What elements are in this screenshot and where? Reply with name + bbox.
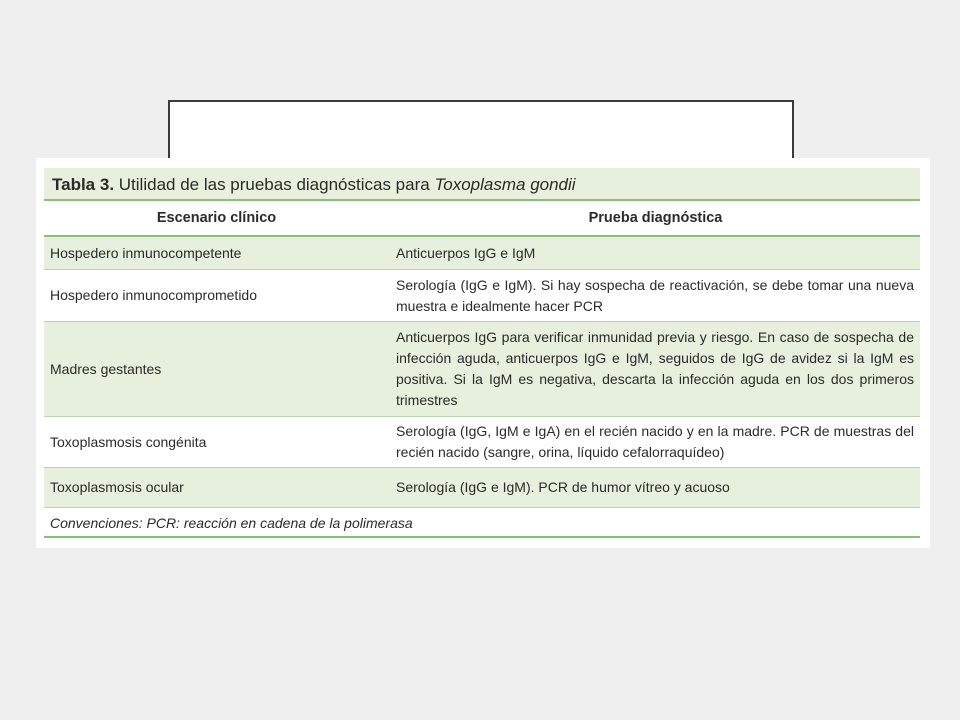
row-test: Serología (IgG, IgM e IgA) en el recién nacido y en la madre. PCR de muestras del recién nacido (sangre, orina, líquido cefalorraquídeo) bbox=[396, 423, 914, 460]
row-scenario: Toxoplasmosis congénita bbox=[50, 433, 207, 450]
row-scenario: Madres gestantes bbox=[50, 360, 162, 377]
table-footnote: Convenciones: PCR: reacción en cadena de la polimerasa bbox=[44, 508, 920, 538]
table-row bbox=[44, 417, 920, 468]
row-scenario: Hospedero inmunocompetente bbox=[50, 244, 242, 261]
table-row bbox=[44, 322, 920, 417]
table-header-row bbox=[44, 201, 920, 237]
diagnostic-table bbox=[36, 158, 930, 548]
row-scenario: Hospedero inmunocomprometido bbox=[50, 287, 257, 303]
table-title bbox=[44, 168, 920, 201]
table-row bbox=[44, 270, 920, 322]
table-row bbox=[44, 237, 920, 270]
table-title-text: Utilidad de las pruebas diagnósticas para bbox=[118, 175, 430, 194]
row-test: Anticuerpos IgG e IgM bbox=[396, 244, 536, 261]
table-title-species: Toxoplasma gondii bbox=[434, 175, 576, 194]
row-test: Serología (IgG e IgM). Si hay sospecha de reactivación, se debe tomar una nueva muestra e idealmente hacer PCR bbox=[396, 276, 914, 314]
column-header-scenario: Escenario clínico bbox=[156, 210, 277, 226]
column-header-test: Prueba diagnóstica bbox=[588, 210, 723, 226]
row-test: Serología (IgG e IgM). PCR de humor vítreo y acuoso bbox=[396, 479, 730, 495]
table-number: Tabla 3. bbox=[52, 175, 115, 194]
table-row bbox=[44, 468, 920, 508]
row-scenario: Toxoplasmosis ocular bbox=[50, 479, 184, 495]
row-test: Anticuerpos IgG para verificar inmunidad previa y riesgo. En caso de sospecha de infección aguda, anticuerpos IgG e IgM, seguidos de IgG de avidez si la IgM es positiva. Si la IgM es negativa, descarta la infección aguda en los dos primeros trimestres bbox=[396, 329, 914, 408]
